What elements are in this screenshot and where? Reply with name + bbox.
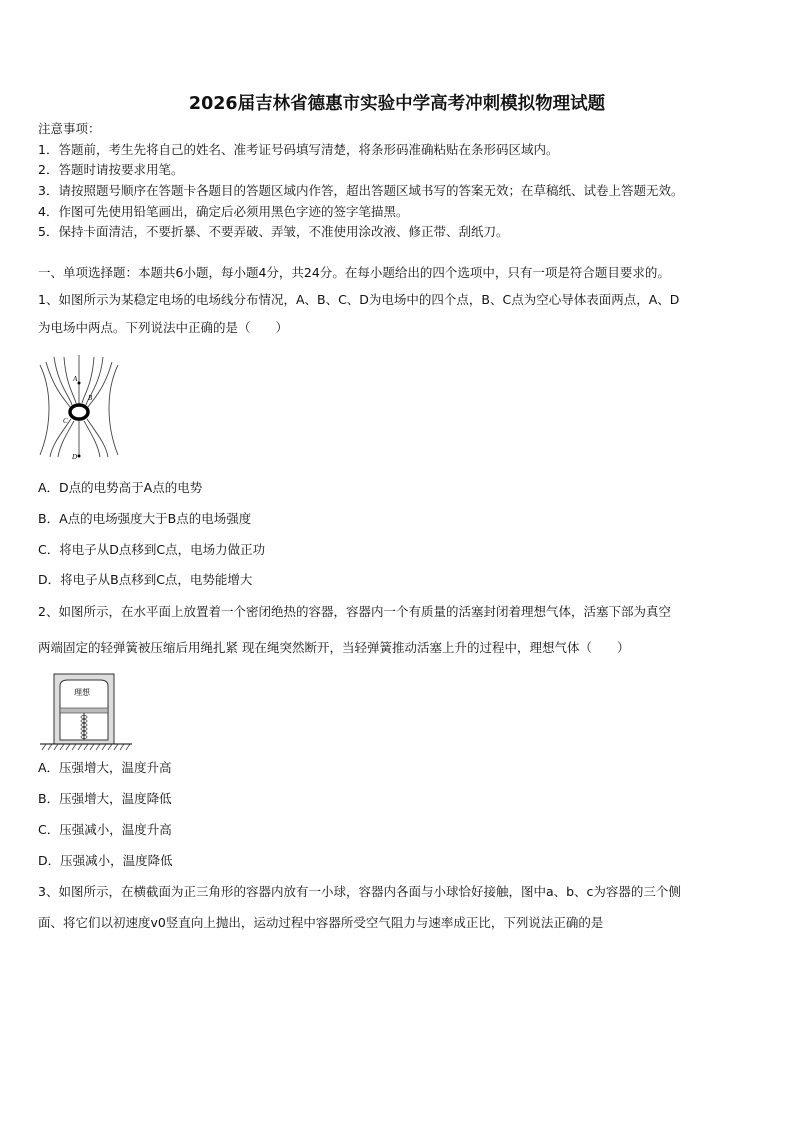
question-3-text: 面、将它们以初速度v0竖直向上抛出，运动过程中容器所受空气阻力与速率成正比，下列说法正确的是 [38,915,604,930]
question-3-text: 3、如图所示，在横截面为正三角形的容器内放有一小球，容器内各面与小球恰好接触，图中a、b、c为容器的三个侧 [38,884,681,899]
container-figure [38,670,134,752]
option: B．压强增大，温度降低 [38,791,172,806]
option: C．压强减小，温度升高 [38,822,172,837]
question-2-text: 两端固定的轻弹簧被压缩后用绳扎紧 现在绳突然断开，当轻弹簧推动活塞上升的过程中，理想气体（ ） [38,640,630,655]
option: B．A点的电场强度大于B点的电场强度 [38,511,252,526]
figure-label: B [88,394,93,402]
page-title: 2026届吉林省德惠市实验中学高考冲刺模拟物理试题 [188,94,606,114]
notice-item: 4．作图可先使用铅笔画出，确定后必须用黑色字迹的签字笔描黑。 [38,204,409,219]
option: C．将电子从D点移到C点，电场力做正功 [38,542,266,557]
section-heading: 一、单项选择题：本题共6小题，每小题4分，共24分。在每小题给出的四个选项中，只有一项是符合题目要求的。 [38,265,670,280]
figure-label: C [63,417,68,425]
electric-field-figure [30,345,130,470]
notice-item: 3．请按照题号顺序在答题卡各题目的答题区域内作答，超出答题区域书写的答案无效；在草稿纸、试卷上答题无效。 [38,183,684,198]
question-1-text: 1、如图所示为某稳定电场的电场线分布情况，A、B、C、D为电场中的四个点，B、C点为空心导体表面两点，A、D [38,292,680,307]
figure-label: A [73,375,78,383]
notice-item: 5．保持卡面清洁，不要折暴、不要弄破、弄皱，不准使用涂改液、修正带、刮纸刀。 [38,224,509,239]
option: D．压强减小，温度降低 [38,853,173,868]
notice-item: 2．答题时请按要求用笔。 [38,162,184,177]
option: A．D点的电势高于A点的电势 [38,480,203,495]
option: D．将电子从B点移到C点，电势能增大 [38,572,253,587]
figure-label: 理想 [74,688,90,697]
figure-label: D [72,453,78,461]
option: A．压强增大，温度升高 [38,760,172,775]
notice-item: 1．答题前，考生先将自己的姓名、准考证号码填写清楚，将条形码准确粘贴在条形码区域内。 [38,142,559,157]
question-2-text: 2、如图所示，在水平面上放置着一个密闭绝热的容器，容器内一个有质量的活塞封闭着理想气体，活塞下部为真空 [38,604,671,619]
question-1-text: 为电场中两点。下列说法中正确的是（ ） [38,320,289,335]
notice-heading: 注意事项： [38,121,101,136]
